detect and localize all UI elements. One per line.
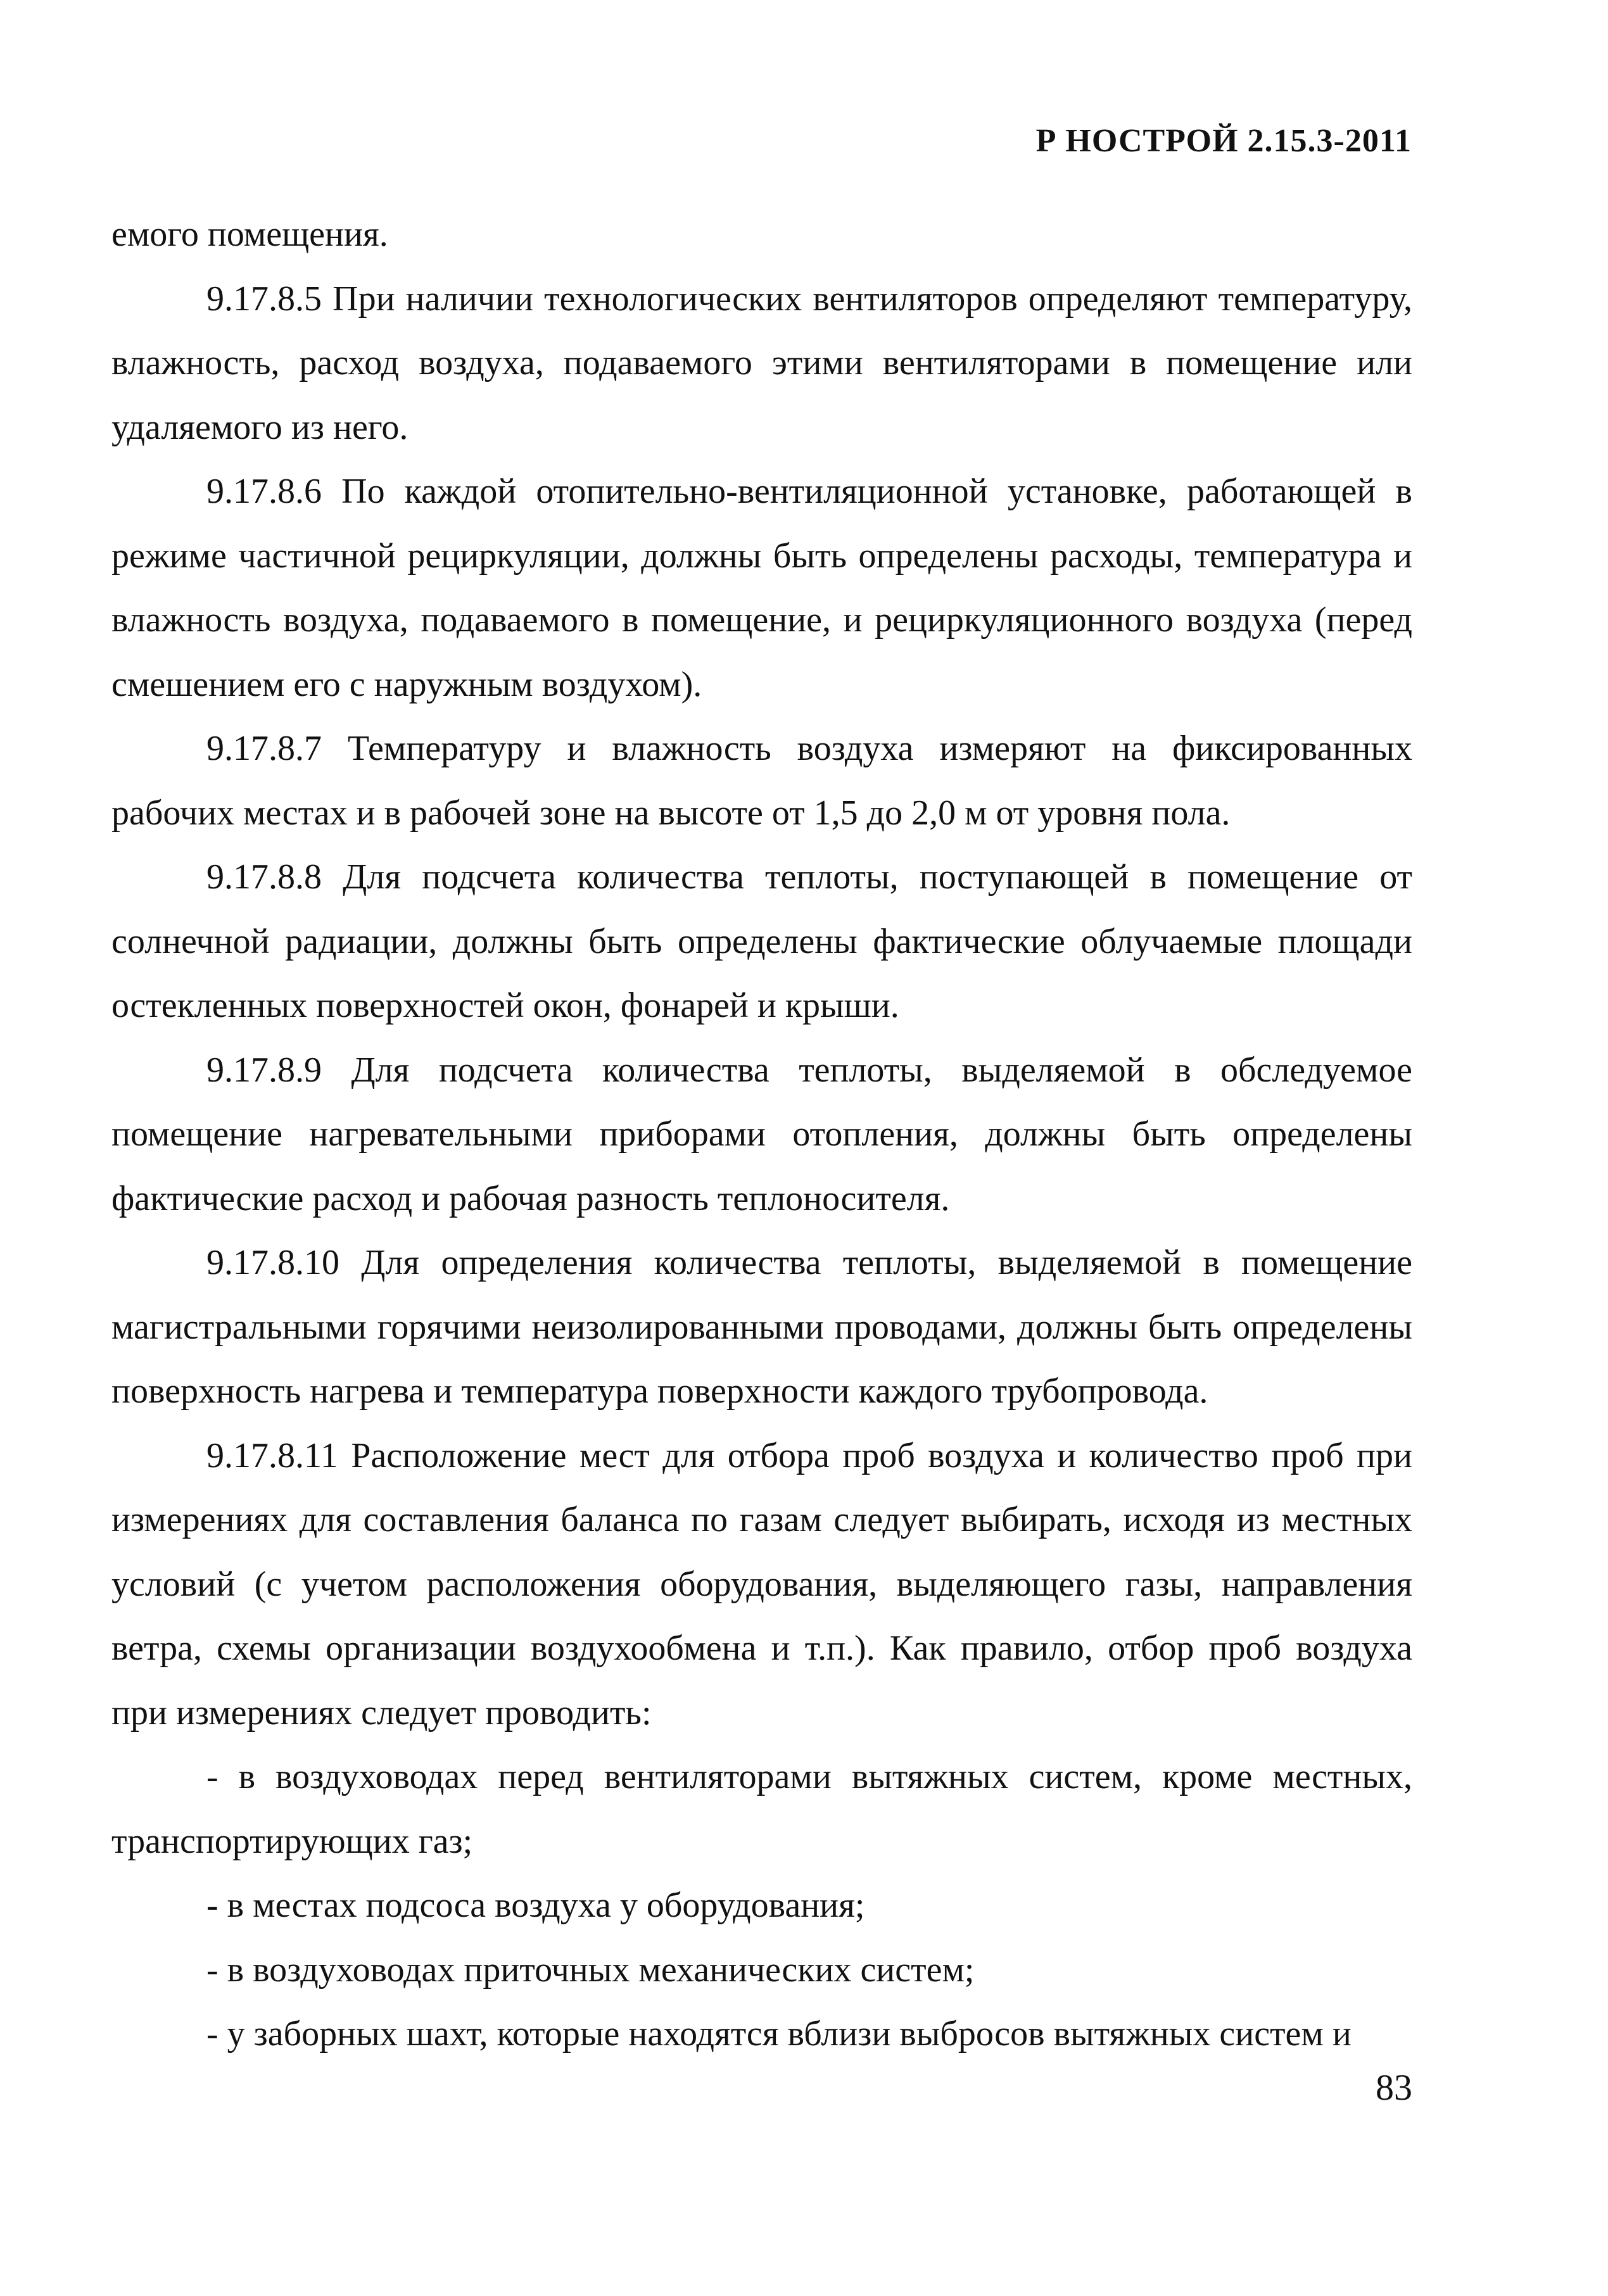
list-item: - в воздуховодах перед вентиляторами вытяжных систем, кроме местных, транспортирующих газ;: [111, 1757, 1412, 1861]
paragraph-9-17-8-5: 9.17.8.5 При наличии технологических вентиляторов определяют температуру, влажность, расход воздуха, подаваемого этими вентиляторами в помещение или удаляемого из него.: [111, 279, 1412, 447]
paragraph-9-17-8-9: 9.17.8.9 Для подсчета количества теплоты, выделяемой в обследуемое помещение нагревательными приборами отопления, должны быть определены фактические расход и рабочая разность теплоносителя.: [111, 1050, 1412, 1218]
paragraph-9-17-8-10: 9.17.8.10 Для определения количества теплоты, выделяемой в помещение магистральными горячими неизолированными проводами, должны быть определены поверхность нагрева и температура поверхности каждого трубопровода.: [111, 1243, 1412, 1411]
paragraph-9-17-8-8: 9.17.8.8 Для подсчета количества теплоты, поступающей в помещение от солнечной радиации, должны быть определены фактические облучаемые площади остекленных поверхностей окон, фонарей и крыши.: [111, 857, 1412, 1025]
document-code-header: Р НОСТРОЙ 2.15.3-2011: [1035, 123, 1412, 159]
paragraph-continuation: емого помещения.: [111, 215, 388, 254]
list-item: - в воздуховодах приточных механических систем;: [206, 1950, 975, 1990]
paragraph-9-17-8-7: 9.17.8.7 Температуру и влажность воздуха измеряют на фиксированных рабочих местах и в рабочей зоне на высоте от 1,5 до 2,0 м от уровня пола.: [111, 729, 1412, 833]
paragraph-9-17-8-6: 9.17.8.6 По каждой отопительно-вентиляционной установке, работающей в режиме частичной рециркуляции, должны быть определены расходы, температура и влажность воздуха, подаваемого в помещение, и рециркуляционного воздуха (перед смешением его с наружным воздухом).: [111, 472, 1412, 704]
page-number: 83: [1376, 2067, 1412, 2108]
list-item: - в местах подсоса воздуха у оборудования;: [206, 1886, 865, 1925]
list-item: - у заборных шахт, которые находятся вблизи выбросов вытяжных систем и: [206, 2014, 1352, 2053]
document-body: [111, 203, 1412, 2067]
paragraph-9-17-8-11: 9.17.8.11 Расположение мест для отбора проб воздуха и количество проб при измерениях для составления баланса по газам следует выбирать, исходя из местных условий (с учетом расположения оборудования, выделяющего газы, направления ветра, схемы организации воздухообмена и т.п.). Как правило, отбор проб воздуха при измерениях следует проводить:: [111, 1435, 1412, 1732]
